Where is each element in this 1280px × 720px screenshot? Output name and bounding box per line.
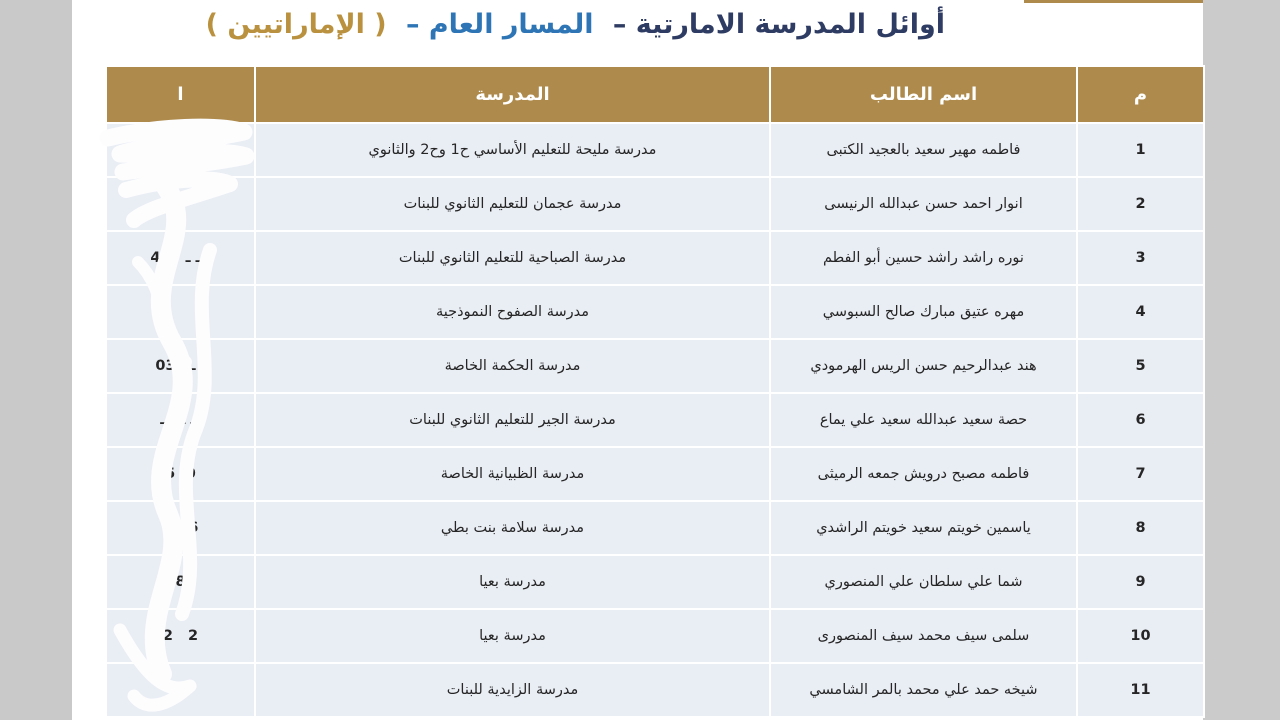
table-row bbox=[106, 501, 1204, 555]
student-name-cell: شما علي سلطان علي المنصوري bbox=[770, 555, 1077, 609]
student-name-cell: هند عبدالرحيم حسن الريس الهرمودي bbox=[770, 339, 1077, 393]
student-name-cell: سلمى سيف محمد سيف المنصورى bbox=[770, 609, 1077, 663]
rank-cell: 3 bbox=[1077, 231, 1204, 285]
student-name-cell: فاطمه مهير سعيد بالعجيد الكتبى bbox=[770, 123, 1077, 177]
rank-cell: 1 bbox=[1077, 123, 1204, 177]
rank-cell: 11 bbox=[1077, 663, 1204, 717]
student-name-cell: حصة سعيد عبدالله سعيد علي يماع bbox=[770, 393, 1077, 447]
page-title bbox=[206, 0, 945, 52]
rank-cell: 10 bbox=[1077, 609, 1204, 663]
rank-cell: 5 bbox=[1077, 339, 1204, 393]
school-cell: مدرسة الصباحية للتعليم الثانوي للبنات bbox=[255, 231, 770, 285]
header-rank: م bbox=[1077, 66, 1204, 123]
table-row bbox=[106, 663, 1204, 717]
table-row bbox=[106, 231, 1204, 285]
rank-cell: 7 bbox=[1077, 447, 1204, 501]
table-row bbox=[106, 123, 1204, 177]
rank-cell: 4 bbox=[1077, 285, 1204, 339]
top-students-table bbox=[105, 65, 1205, 718]
table-row bbox=[106, 609, 1204, 663]
school-cell: مدرسة بعيا bbox=[255, 609, 770, 663]
student-name-cell: شيخه حمد علي محمد بالمر الشامسي bbox=[770, 663, 1077, 717]
redacted-number-cell: 2 2 bbox=[106, 609, 255, 663]
top-gold-rule bbox=[1024, 0, 1203, 3]
school-cell: مدرسة الجير للتعليم الثانوي للبنات bbox=[255, 393, 770, 447]
table-row bbox=[106, 339, 1204, 393]
rank-cell: 9 bbox=[1077, 555, 1204, 609]
redacted-number-cell bbox=[106, 285, 255, 339]
school-cell: مدرسة عجمان للتعليم الثانوي للبنات bbox=[255, 177, 770, 231]
redacted-number-cell: ـ ـ ـJ bbox=[106, 393, 255, 447]
header-student-name: اسم الطالب bbox=[770, 66, 1077, 123]
student-name-cell: انوار احمد حسن عبدالله الرنيسى bbox=[770, 177, 1077, 231]
redacted-number-cell: 5 ٫0 bbox=[106, 447, 255, 501]
title-school-firsts: أوائل المدرسة الامارتية – bbox=[612, 9, 945, 40]
student-name-cell: ياسمين خويتم سعيد خويتم الراشدي bbox=[770, 501, 1077, 555]
school-cell: مدرسة مليحة للتعليم الأساسي ح1 وح2 والثانوي bbox=[255, 123, 770, 177]
redacted-number-cell: ء bbox=[106, 177, 255, 231]
table-row bbox=[106, 447, 1204, 501]
school-cell: مدرسة سلامة بنت بطي bbox=[255, 501, 770, 555]
school-cell: مدرسة الزايدية للبنات bbox=[255, 663, 770, 717]
redacted-number-cell: ـ ـ ـ 44 bbox=[106, 231, 255, 285]
table-row bbox=[106, 555, 1204, 609]
title-general-track: المسار العام – bbox=[405, 9, 594, 40]
school-cell: مدرسة الظبيانية الخاصة bbox=[255, 447, 770, 501]
table-row bbox=[106, 393, 1204, 447]
rank-cell: 6 bbox=[1077, 393, 1204, 447]
rank-cell: 2 bbox=[1077, 177, 1204, 231]
redacted-number-cell: 2 ،6 bbox=[106, 501, 255, 555]
table-header-row bbox=[106, 66, 1204, 123]
redacted-number-cell: و bbox=[106, 663, 255, 717]
school-cell: مدرسة بعيا bbox=[255, 555, 770, 609]
school-cell: مدرسة الصفوح النموذجية bbox=[255, 285, 770, 339]
school-cell: مدرسة الحكمة الخاصة bbox=[255, 339, 770, 393]
table-row bbox=[106, 177, 1204, 231]
redacted-number-cell: 7 .. 7 bbox=[106, 123, 255, 177]
table-row bbox=[106, 285, 1204, 339]
redacted-number-cell: 585 bbox=[106, 555, 255, 609]
title-emiratis: ( الإماراتيين ) bbox=[205, 9, 387, 40]
student-name-cell: مهره عتيق مبارك صالح السبوسي bbox=[770, 285, 1077, 339]
header-redacted-column-fragment: ا bbox=[106, 66, 255, 123]
redacted-number-cell: ـ ـ ـ03 bbox=[106, 339, 255, 393]
rank-cell: 8 bbox=[1077, 501, 1204, 555]
header-school: المدرسة bbox=[255, 66, 770, 123]
scanner-background-left bbox=[0, 0, 72, 720]
student-name-cell: نوره راشد راشد حسين أبو الفطم bbox=[770, 231, 1077, 285]
scanner-background-right bbox=[1203, 0, 1280, 720]
student-name-cell: فاطمه مصبح درويش جمعه الرميثى bbox=[770, 447, 1077, 501]
